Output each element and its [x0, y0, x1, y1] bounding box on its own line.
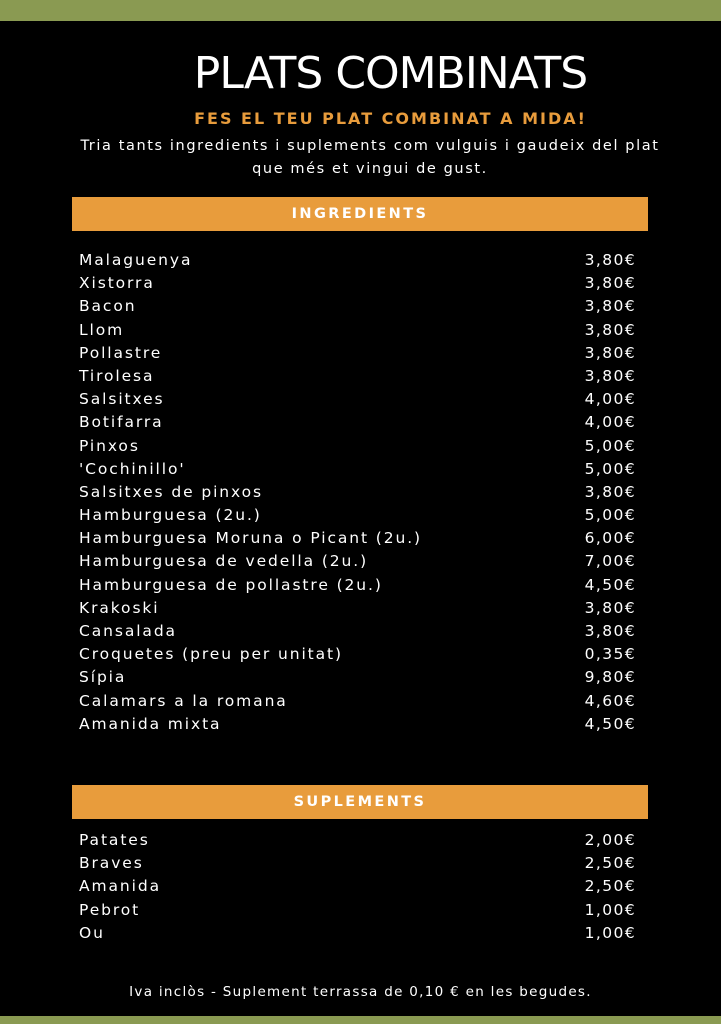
intro-text: Tria tants ingredients i suplements com vulguis i gaudeix del plat que més et vingui de gust. — [80, 138, 660, 177]
item-name: Botifarra — [79, 413, 164, 432]
item-name: Cansalada — [79, 622, 177, 640]
item-price: 3,80€ — [584, 598, 636, 617]
list-item — [79, 713, 636, 736]
list-item — [79, 365, 636, 388]
item-name: Xistorra — [79, 274, 155, 293]
item-price: 7,00€ — [584, 552, 636, 571]
item-price: 3,80€ — [584, 482, 636, 501]
list-item — [79, 504, 636, 527]
item-price: 5,00€ — [584, 459, 636, 478]
list-item — [79, 666, 636, 689]
item-name: Pollastre — [79, 343, 163, 362]
item-price: 0,35€ — [584, 645, 636, 664]
item-price: 5,00€ — [584, 506, 636, 525]
item-name: Amanida — [79, 877, 161, 896]
supplements-heading: SUPLEMENTS — [72, 785, 648, 819]
top-color-band — [0, 0, 721, 21]
ingredients-heading: INGREDIENTS — [72, 197, 648, 231]
item-name: Llom — [79, 320, 125, 339]
list-item — [79, 643, 636, 666]
item-name: Pinxos — [79, 436, 140, 455]
item-price: 2,50€ — [584, 854, 636, 873]
item-price: 4,50€ — [584, 714, 636, 733]
item-name: Patates — [79, 831, 150, 849]
page-subtitle: FES EL TEU PLAT COMBINAT A MIDA! — [194, 109, 587, 128]
list-item — [79, 319, 636, 342]
item-name: Hamburguesa Moruna o Picant (2u.) — [79, 529, 422, 548]
item-price: 2,50€ — [584, 877, 636, 896]
item-name: Sípia — [79, 668, 127, 687]
list-item — [79, 435, 636, 458]
item-name: Braves — [79, 854, 144, 873]
item-price: 3,80€ — [584, 297, 636, 316]
item-price: 5,00€ — [584, 436, 636, 455]
list-item — [79, 852, 636, 875]
item-name: Calamars a la romana — [79, 691, 288, 710]
item-name: Malaguenya — [79, 251, 193, 269]
item-price: 4,50€ — [584, 575, 636, 594]
list-item — [79, 481, 636, 504]
item-name: Ou — [79, 923, 105, 942]
item-price: 4,60€ — [584, 691, 636, 710]
item-price: 3,80€ — [584, 251, 636, 269]
item-name: Hamburguesa (2u.) — [79, 506, 262, 525]
supplements-list — [79, 829, 636, 945]
list-item — [79, 620, 636, 643]
item-name: Hamburguesa de pollastre (2u.) — [79, 575, 383, 594]
item-name: Croquetes (preu per unitat) — [79, 645, 343, 664]
list-item — [79, 574, 636, 597]
item-price: 3,80€ — [584, 622, 636, 640]
item-name: Salsitxes de pinxos — [79, 482, 263, 501]
list-item — [79, 922, 636, 945]
item-name: Amanida mixta — [79, 714, 222, 733]
item-name: 'Cochinillo' — [79, 459, 186, 478]
item-price: 4,00€ — [584, 413, 636, 432]
list-item — [79, 899, 636, 922]
item-price: 3,80€ — [584, 274, 636, 293]
list-item — [79, 597, 636, 620]
item-name: Pebrot — [79, 900, 141, 919]
item-name: Krakoski — [79, 598, 160, 617]
item-price: 3,80€ — [584, 366, 636, 385]
list-item — [79, 527, 636, 550]
list-item — [79, 690, 636, 713]
list-item — [79, 388, 636, 411]
footer-note: Iva inclòs - Suplement terrassa de 0,10 € en les begudes. — [129, 984, 592, 1000]
item-price: 3,80€ — [584, 343, 636, 362]
list-item — [79, 411, 636, 434]
list-item — [79, 342, 636, 365]
bottom-color-band — [0, 1016, 721, 1024]
list-item — [79, 829, 636, 852]
item-name: Salsitxes — [79, 390, 165, 409]
list-item — [79, 875, 636, 898]
list-item — [79, 272, 636, 295]
item-price: 1,00€ — [584, 923, 636, 942]
item-name: Tirolesa — [79, 366, 155, 385]
item-price: 2,00€ — [584, 831, 636, 849]
item-price: 4,00€ — [584, 390, 636, 409]
ingredients-list — [79, 249, 636, 736]
list-item — [79, 550, 636, 573]
item-name: Hamburguesa de vedella (2u.) — [79, 552, 369, 571]
list-item — [79, 295, 636, 318]
page-title: PLATS COMBINATS — [193, 48, 588, 99]
list-item — [79, 458, 636, 481]
item-name: Bacon — [79, 297, 137, 316]
item-price: 3,80€ — [584, 320, 636, 339]
item-price: 1,00€ — [584, 900, 636, 919]
item-price: 9,80€ — [584, 668, 636, 687]
list-item — [79, 249, 636, 272]
item-price: 6,00€ — [584, 529, 636, 548]
